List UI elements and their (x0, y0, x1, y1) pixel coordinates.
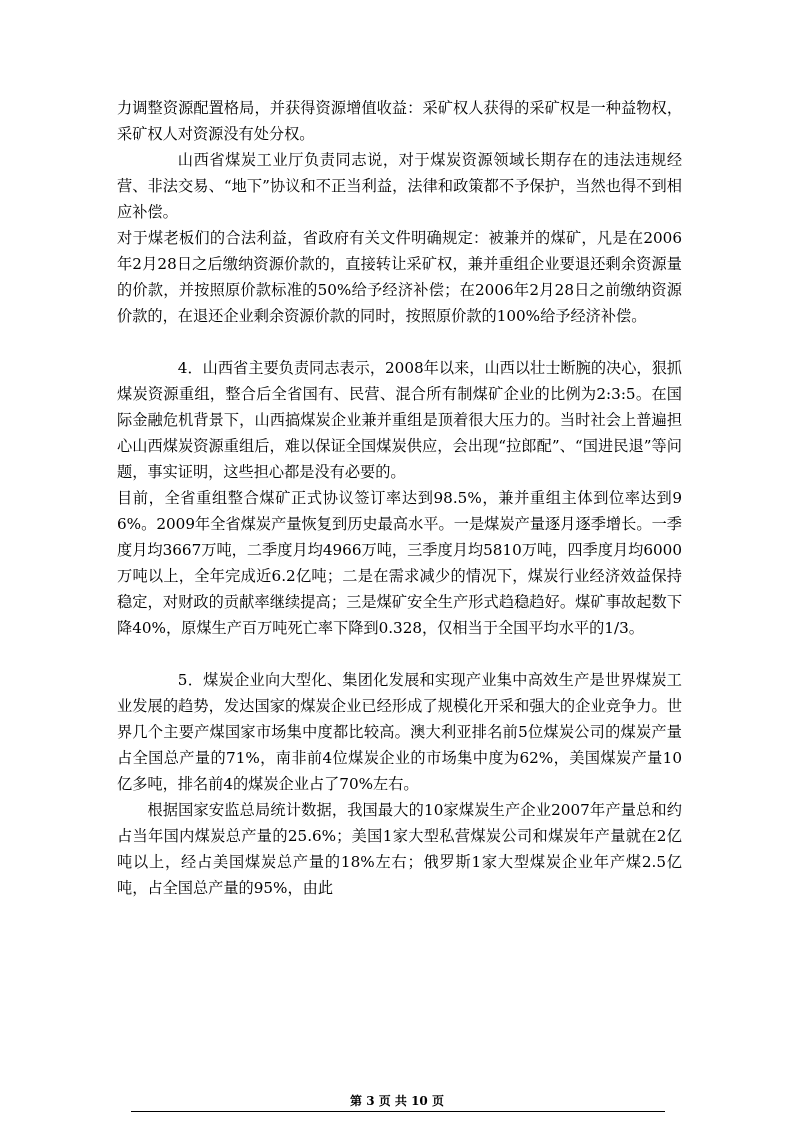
paragraph-gap (117, 329, 682, 355)
paragraph: 对于煤老板们的合法利益，省政府有关文件明确规定：被兼并的煤矿，凡是在2006年2月28日之后缴纳资源价款的，直接转让采矿权，兼并重组企业要退还剩余资源量的价款，并按照原价款标准的50%给予经济补偿；在2006年2月28日之前缴纳资源价款的，在退还企业剩余资源价款的同时，按照原价款的100%给予经济补偿。 (117, 229, 682, 325)
page-number: 第 3 页 共 10 页 (350, 1094, 444, 1108)
paragraph: 力调整资源配置格局，并获得资源增值收益：采矿权人获得的采矿权是一种益物权，采矿权人对资源没有处分权。 (117, 99, 682, 143)
paragraph: 山西省煤炭工业厅负责同志说，对于煤炭资源领域长期存在的违法违规经营、非法交易、“地下”协议和不正当利益，法律和政策都不予保护，当然也得不到相应补偿。 (117, 151, 682, 221)
page-footer (0, 1092, 794, 1109)
paragraph: 根据国家安监总局统计数据，我国最大的10家煤炭生产企业2007年产量总和约占当年国内煤炭总产量的25.6%；美国1家大型私营煤炭公司和煤炭年产量就在2亿吨以上，经占美国煤炭总产量的18%左右；俄罗斯1家大型煤炭企业年产煤2.5亿吨，占全国总产量的95%，由此 (117, 801, 682, 897)
paragraph: 目前，全省重组整合煤矿正式协议签订率达到98.5%，兼并重组主体到位率达到96%。2009年全省煤炭产量恢复到历史最高水平。一是煤炭产量逐月逐季增长。一季度月均3667万吨，二季度月均4966万吨，三季度月均5810万吨，四季度月均6000万吨以上，全年完成近6.2亿吨；二是在需求减少的情况下，煤炭行业经济效益保持稳定，对财政的贡献率继续提高；三是煤矿安全生产形式趋稳趋好。煤矿事故起数下降40%，原煤生产百万吨死亡率下降到0.328，仅相当于全国平均水平的1/3。 (117, 489, 682, 637)
paragraph: 4．山西省主要负责同志表示，2008年以来，山西以壮士断腕的决心，狠抓煤炭资源重组，整合后全省国有、民营、混合所有制煤矿企业的比例为2:3:5。在国际金融危机背景下，山西搞煤炭企业兼并重组是顶着很大压力的。当时社会上普遍担心山西煤炭资源重组后，难以保证全国煤炭供应，会出现“拉郎配”、“国进民退”等问题，事实证明，这些担心都是没有必要的。 (117, 359, 682, 481)
paragraph: 5．煤炭企业向大型化、集团化发展和实现产业集中高效生产是世界煤炭工业发展的趋势，发达国家的煤炭企业已经形成了规模化开采和强大的企业竞争力。世界几个主要产煤国家市场集中度都比较高。澳大利亚排名前5位煤炭公司的煤炭产量占全国总产量的71%，南非前4位煤炭企业的市场集中度为62%，美国煤炭产量10亿多吨，排名前4的煤炭企业占了70%左右。 (117, 671, 682, 793)
footer-rule (131, 1111, 665, 1112)
document-body (117, 95, 682, 901)
paragraph-gap (117, 641, 682, 667)
